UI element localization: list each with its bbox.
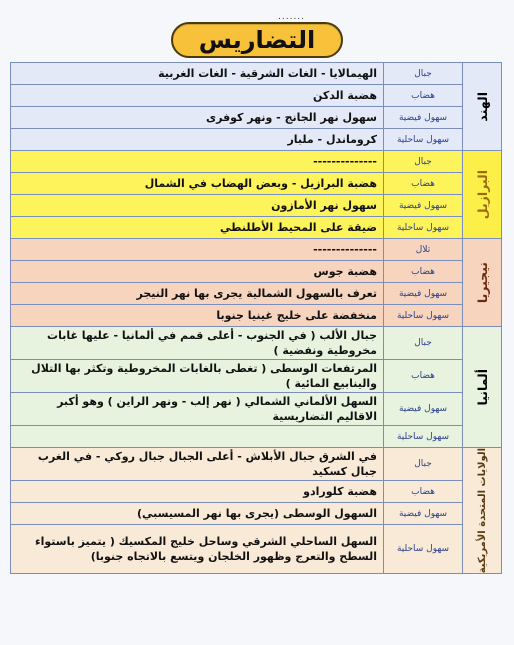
country-label: ألمانيا <box>474 368 490 406</box>
page-title: التضاريس <box>171 22 343 58</box>
category-cell: جبال <box>383 448 462 480</box>
table-row <box>11 502 462 524</box>
table-row <box>11 359 462 392</box>
table-row <box>11 128 462 150</box>
section-rows <box>11 151 462 238</box>
table-row <box>11 260 462 282</box>
country-cell <box>462 327 501 447</box>
title-area <box>0 10 514 58</box>
category-cell: سهول ساحلية <box>383 129 462 150</box>
table-row <box>11 84 462 106</box>
category-cell: سهول فيضية <box>383 393 462 425</box>
country-cell <box>462 448 501 573</box>
section-nigeria <box>10 239 502 327</box>
description-cell: منخفضة على خليج غينيا جنوبا <box>216 309 377 322</box>
category-cell: سهول ساحلية <box>383 426 462 447</box>
description-cell: الهيمالايا - الغات الشرقية - الغات الغربية <box>158 67 377 80</box>
category-cell: هضاب <box>383 173 462 194</box>
table-row <box>11 63 462 84</box>
table-row <box>11 392 462 425</box>
country-label: الهند <box>474 91 490 122</box>
title-dots: ....... <box>278 12 306 22</box>
description-cell: سهول نهر الجانج - ونهر كوفرى <box>206 111 377 124</box>
description-cell: السهول الوسطى (يجرى بها نهر المسيسبي) <box>137 507 377 520</box>
category-cell: جبال <box>383 327 462 359</box>
description-cell <box>11 426 383 447</box>
table-row <box>11 327 462 359</box>
country-label: البرازيل <box>474 169 490 220</box>
category-cell: سهول ساحلية <box>383 305 462 326</box>
description-cell: -------------- <box>313 243 377 256</box>
description-cell: هضبة البرازيل - وبعض الهضاب في الشمال <box>144 177 377 190</box>
category-cell: سهول فيضية <box>383 195 462 216</box>
section-usa <box>10 448 502 574</box>
description-cell: جبال الألب ( في الجنوب - أعلى قمم في ألمانيا - عليها غابات مخروطية ونفضية ) <box>47 329 377 357</box>
category-cell: تلال <box>383 239 462 260</box>
country-cell <box>462 63 501 150</box>
category-cell: سهول فيضية <box>383 107 462 128</box>
category-cell: هضاب <box>383 481 462 502</box>
table-row <box>11 216 462 238</box>
table-row <box>11 172 462 194</box>
description-cell: تعرف بالسهول الشمالية يجرى بها نهر النيجر <box>136 287 377 300</box>
section-india <box>10 62 502 151</box>
description-cell: السهل الساحلي الشرقي وساحل خليج المكسيك ( يتميز باستواء السطح والتعرج وظهور الخلجان ويتسع بالاتجاه جنوبا) <box>34 535 377 563</box>
description-cell: كروماندل - ملبار <box>287 133 377 146</box>
table-row <box>11 480 462 502</box>
table-row <box>11 239 462 260</box>
table-row <box>11 106 462 128</box>
category-cell: هضاب <box>383 261 462 282</box>
category-cell: سهول ساحلية <box>383 217 462 238</box>
description-cell: هضبة كلورادو <box>303 485 377 498</box>
section-brazil <box>10 151 502 239</box>
category-cell: جبال <box>383 63 462 84</box>
table-row <box>11 282 462 304</box>
table-row <box>11 304 462 326</box>
terrain-table <box>10 62 502 574</box>
description-cell: المرتفعات الوسطى ( تغطى بالغابات المخروطية وتكثر بها التلال والينابيع المائية ) <box>31 362 377 390</box>
description-cell: في الشرق جبال الأبلاش - أعلى الجبال جبال روكي - في الغرب جبال كسكيد <box>37 450 377 478</box>
section-rows <box>11 239 462 326</box>
description-cell: -------------- <box>313 155 377 168</box>
table-row <box>11 194 462 216</box>
section-rows <box>11 63 462 150</box>
category-cell: سهول فيضية <box>383 503 462 524</box>
category-cell: جبال <box>383 151 462 172</box>
section-rows <box>11 448 462 573</box>
category-cell: سهول ساحلية <box>383 525 462 573</box>
table-row <box>11 151 462 172</box>
description-cell: هضبة جوس <box>313 265 377 278</box>
category-cell: هضاب <box>383 360 462 392</box>
description-cell: سهول نهر الأمازون <box>271 199 377 212</box>
country-cell <box>462 239 501 326</box>
table-row <box>11 524 462 573</box>
section-germany <box>10 327 502 448</box>
country-label: الولايات المتحدة الأمريكية <box>476 448 488 574</box>
description-cell: هضبة الدكن <box>312 89 377 102</box>
country-cell <box>462 151 501 238</box>
section-rows <box>11 327 462 447</box>
category-cell: سهول فيضية <box>383 283 462 304</box>
table-row <box>11 425 462 447</box>
description-cell: السهل الألماني الشمالي ( نهر إلب - ونهر الراين ) وهو أكبر الاقاليم التضاريسية <box>57 395 377 423</box>
table-row <box>11 448 462 480</box>
description-cell: ضيقة على المحيط الأطلنطي <box>220 221 377 234</box>
country-label: نيجيريا <box>474 261 490 304</box>
category-cell: هضاب <box>383 85 462 106</box>
